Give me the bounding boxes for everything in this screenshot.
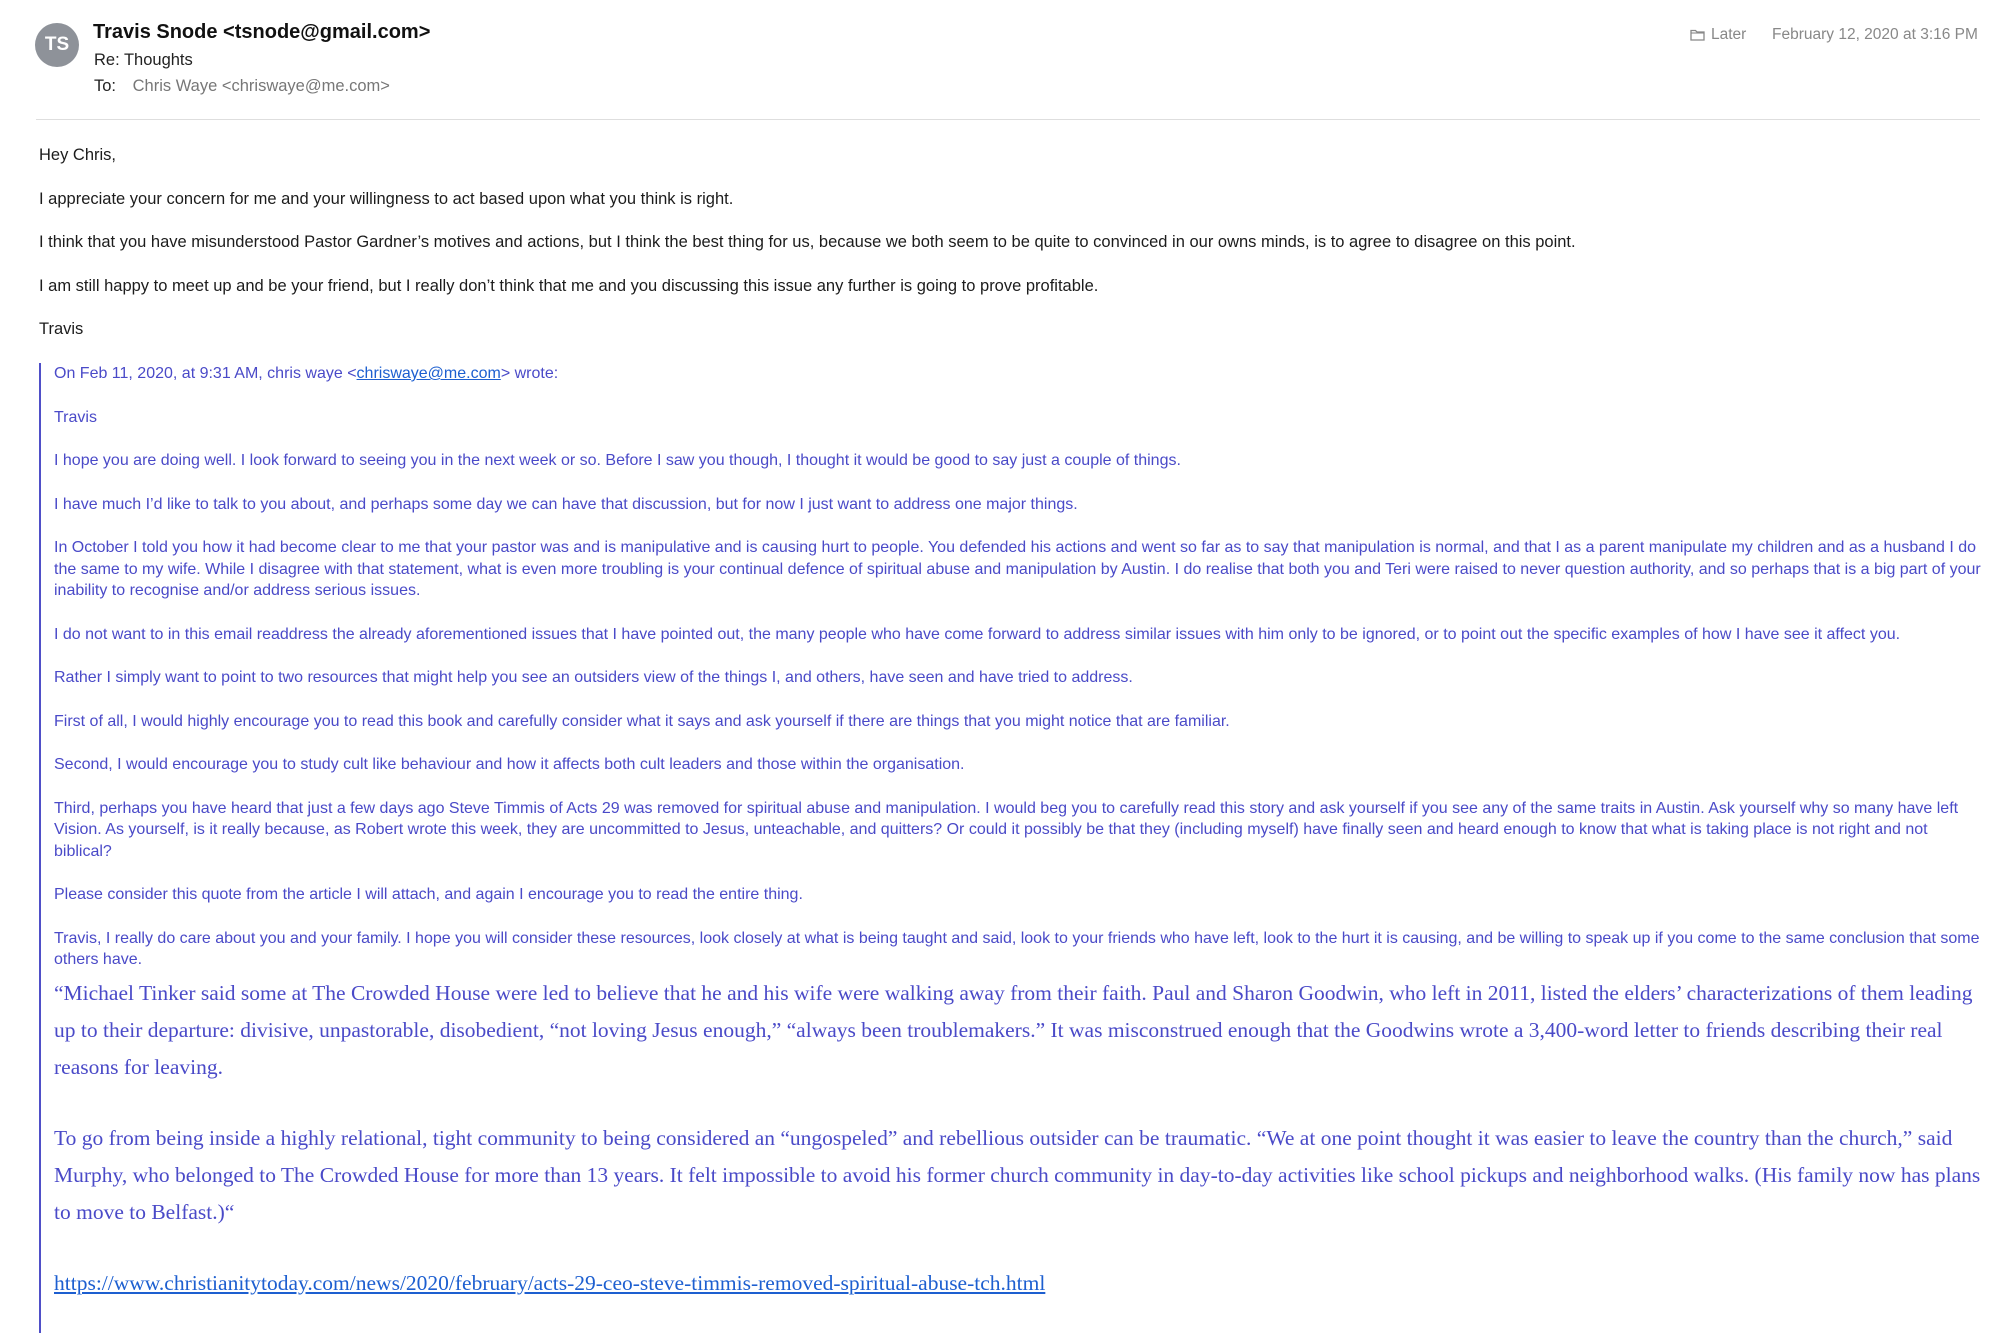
sender-name[interactable]: Travis Snode <tsnode@gmail.com>	[93, 21, 431, 43]
quote-greeting: Travis	[54, 408, 97, 426]
email-date: February 12, 2020 at 3:16 PM	[1772, 26, 1978, 43]
quote-paragraph: Third, perhaps you have heard that just a few days ago Steve Timmis of Acts 29 was removed for spiritual abuse and manipulation. I would beg you to carefully read this story and ask yourself if you see any of the same traits in Austin. Ask yourself why so many have left Vision. As yourself, is it really because, as Robert wrote this week, they are uncommitted to Jesus, unteachable, and quitters? Or could it possibly be that they (including myself) have finally seen and heard enough to know that what is taking place is not right and not biblical?	[54, 799, 1959, 860]
quote-paragraph: Rather I simply want to point to two resources that might help you see an outsiders view of the things I, and others, have seen and have tried to address.	[54, 669, 1133, 686]
email-subject: Re: Thoughts	[94, 51, 193, 69]
quote-paragraph: I hope you are doing well. I look forward to seeing you in the next week or so. Before I saw you though, I thought it would be good to say just a couple of things.	[54, 452, 1181, 469]
article-excerpt	[54, 975, 1983, 1302]
avatar[interactable]: TS	[35, 23, 79, 67]
attribution-prefix: On Feb 11, 2020, at 9:31 AM, chris waye <	[54, 365, 357, 382]
greeting: Hey Chris,	[39, 146, 117, 164]
email-header	[0, 0, 2000, 120]
quoted-message	[39, 363, 1983, 1333]
signature: Travis	[39, 320, 84, 338]
header-divider	[36, 119, 1980, 120]
later-label: Later	[1711, 26, 1747, 43]
quote-paragraph: Travis, I really do care about you and your family. I hope you will consider these resources, look closely at what is being taught and said, look to your friends who have left, look to the hurt it is causing, and be willing to speak up if you come to the same conclusion that some others have.	[54, 929, 1980, 968]
to-label: To:	[94, 77, 117, 95]
quote-paragraph: Please consider this quote from the article I will attach, and again I encourage you to read the entire thing.	[54, 886, 803, 903]
quote-paragraph: I have much I’d like to talk to you about, and perhaps some day we can have that discussion, but for now I just want to address one major things.	[54, 495, 1078, 513]
body-paragraph: I appreciate your concern for me and your willingness to act based upon what you think is right.	[39, 189, 734, 208]
article-paragraph: “Michael Tinker said some at The Crowded House were led to believe that he and his wife were walking away from their faith. Paul and Sharon Goodwin, who left in 2011, listed the elders’ characterizations of them leading up to their departure: divisive, unpastorable, disobedient, “not loving Jesus enough,” “always been troublemakers.” It was misconstrued enough that the Goodwins wrote a 3,400-word letter to friends describing their real reasons for leaving.	[54, 980, 1973, 1079]
recipient-row	[94, 77, 390, 96]
body-paragraph: I am still happy to meet up and be your friend, but I really don’t think that me and you discussing this issue any further is going to prove profitable.	[39, 276, 1099, 295]
article-link[interactable]: https://www.christianitytoday.com/news/2020/february/acts-29-ceo-steve-timmis-removed-spiritual-abuse-tch.html	[54, 1270, 1046, 1295]
attribution-email-link[interactable]: chriswaye@me.com	[356, 365, 501, 382]
quote-paragraph: First of all, I would highly encourage you to read this book and carefully consider what it says and ask yourself if there are things that you might notice that are familiar.	[54, 712, 1230, 730]
email-body	[39, 145, 1979, 363]
quote-paragraph: Second, I would encourage you to study cult like behaviour and how it affects both cult leaders and those within the organisation.	[54, 756, 965, 773]
attribution-suffix: > wrote:	[500, 365, 559, 382]
quote-paragraph: In October I told you how it had become clear to me that your pastor was and is manipulative and is causing hurt to people. You defended his actions and went so far as to say that manipulation is normal, and that I as a parent manipulate my children and as a husband I do the same to my wife. While I disagree with that statement, what is even more troubling is your continual defence of spiritual abuse and manipulation by Austin. I do realise that both you and Teri were raised to never question authority, and so perhaps that is a big part of your inability to recognise and/or address serious issues.	[54, 539, 1981, 599]
body-paragraph: I think that you have misunderstood Pastor Gardner’s motives and actions, but I think the best thing for us, because we both seem to be quite to convinced in our owns minds, is to agree to disagree on this point.	[39, 233, 1576, 251]
quote-attribution	[54, 363, 1983, 385]
recipient-address[interactable]: Chris Waye <chriswaye@me.com>	[132, 77, 390, 95]
quote-paragraph: I do not want to in this email readdress the already aforementioned issues that I have pointed out, the many people who have come forward to address similar issues with him only to be ignored, or to point out the specific examples of how I have see it affect you.	[54, 625, 1901, 643]
article-paragraph: To go from being inside a highly relational, tight community to being considered an “ungospeled” and rebellious outsider can be traumatic. “We at one point thought it was easier to leave the country than the church,” said Murphy, who belonged to The Crowded House for more than 13 years. It felt impossible to avoid his former church community in day-to-day activities like school pickups and neighborhood walks. (His family now has plans to move to Belfast.)“	[54, 1125, 1981, 1224]
folder-icon	[1690, 26, 1711, 43]
article-link-row	[54, 1265, 1983, 1302]
later-mailbox-button[interactable]	[1690, 26, 1746, 44]
